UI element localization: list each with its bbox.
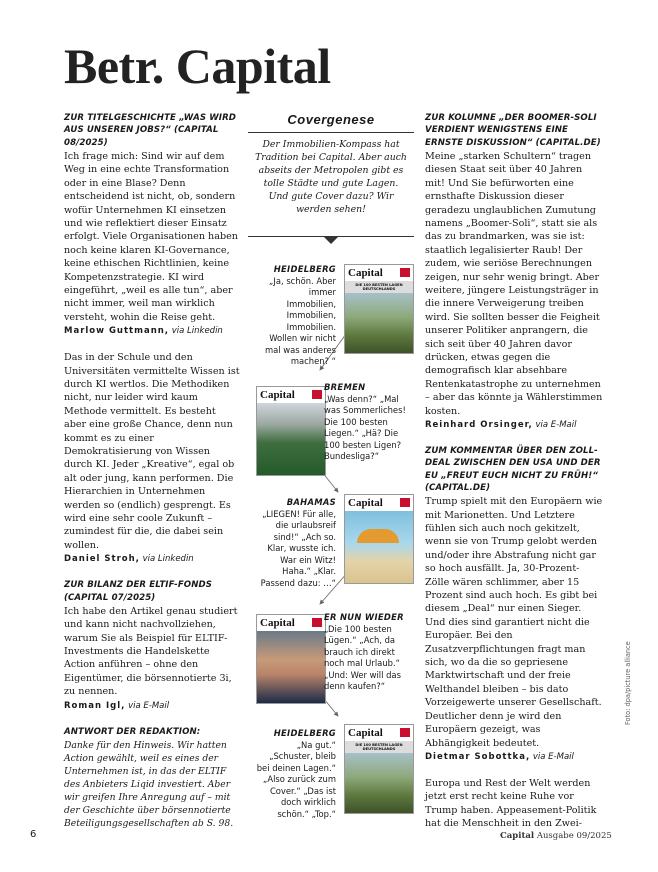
covergenese-item — [254, 728, 336, 820]
cover-logo: Capital — [348, 267, 383, 279]
signature-name: Roman Igl, — [64, 700, 126, 711]
signature-name: Daniel Stroh, — [64, 554, 140, 565]
magazine-cover — [256, 614, 326, 704]
item-text: „Ja, schön. Aber immer Immobilien, Immobilien, Immobilien. Wollen wir nicht mal was anderes machen? “ — [265, 275, 336, 366]
cover-badge — [312, 390, 322, 399]
letter-heading: ZUM KOMMENTAR ÜBER DEN ZOLL-DEAL ZWISCHEN DEN USA UND DER EU „FREUT EUCH NICHT ZU FRÜH!“ (CAPITAL.DE) — [425, 446, 601, 493]
item-text: „Na gut.“ „Schuster, bleib bei deinen Lagen.“ „Also zurück zum Cover.“ „Das ist doch wirklich schön.“ „Top.“ — [256, 739, 336, 819]
footer-publication — [500, 831, 612, 841]
letter-text: Meine „starken Schultern“ tragen diesen Staat seit über 40 Jahren mit! Und Sie befürworten eine ernsthafte Diskussion dieser geradezu unglaublichen Zumutung namens „Boomer-Soli“, statt sie als das zu brandmarken, was sie ist: staatlich legalisierter Raub! Der zudem, wie seriöse Berechnungen zeigen, nur sehr wenig bringt. Aber weitere, jüngere Leistungsträger in die innere Verweigerung treiben wird. Sie sollten besser die Feigheit unserer Politiker anprangern, die sich seit über 40 Jahren davor drücken, etwas gegen die demografisch klar absehbare Rentenkatastrophe zu unternehmen – aber das könnte ja Wählerstimmen kosten. — [425, 150, 603, 417]
covergenese-intro: Der Immobilien-Kompass hat Tradition bei Capital. Aber auch abseits der Metropolen gibt es tolle Städte und gute Lagen. Und gute Cover dazu? Wir werden sehen! — [255, 139, 407, 215]
covergenese-item — [254, 497, 336, 589]
letter-text: Ich frage mich: Sind wir auf dem Weg in eine echte Transformation oder in eine Blase? Denn entscheidend ist nicht, ob, sondern wofür Unternehmen KI einsetzen und wie reflektiert dieser Einsatz erfolgt. Viele Organisationen haben noch keine klaren KI-Governance, keine ethischen Richtlinien, keine Kompetenzstrategie. KI wird eingeführt, „weil es alle tun“, aber nicht immer, weil man wirklich versteht, wohin die Reise geht. — [64, 150, 238, 323]
reply-heading: ANTWORT DER REDAKTION: — [64, 726, 201, 737]
beach-umbrella-shape — [357, 529, 399, 543]
cover-badge — [400, 268, 410, 277]
letter-heading: ZUR BILANZ DER ELTIF-FONDS (CAPITAL 07/2025) — [64, 580, 213, 603]
cover-badge — [312, 618, 322, 627]
letter-text: Trump spielt mit den Europäern wie mit Marionetten. Und Letztere fühlen sich auch noch gekitzelt, wenn sie von Trump gelobt werden und/oder ihre Abstrafung nicht gar so hoch ausfällt. Ja, 30-Prozent-Zölle wären schlimmer, aber 15 Prozent sind auch hoch. Es gibt bei diesem „Deal“ nur einen Sieger. Und dies sind garantiert nicht die Europäer. Bei den Zusatzverpflichtungen fragt man sich, wo da die so gepriesene Marktwirtschaft und der freie Welthandel bleiben – bis dato Vorzeigewerte unserer Gesellschaft. Deutlicher denn je wird den Europäern gezeigt, was Abhängigkeit bedeutet. — [425, 496, 603, 749]
letter-heading: ZUR KOLUMNE „DER BOOMER-SOLI VERDIENT WENIGSTENS EINE ERNSTE DISKUSSION“ (CAPITAL.DE) — [425, 113, 601, 148]
letter-text: Das in der Schule und den Universitäten vermittelte Wissen ist durch KI wertlos. Die Methodiken nicht, nur leider wird kaum Methode vermittelt. Es besteht aber eine große Chance, denn nun kommt es zu einer Demokratisierung von Wissen durch KI. Jeder „Kreative“, egal ob alt oder jung, kann performen. Die Hierarchien in Unternehmen werden so (endlich) gesprengt. Es wird eine sehr coole Zukunft – zumindest für die, die dabei sein wollen. — [64, 352, 240, 551]
magazine-cover — [344, 264, 414, 354]
cover-portrait-image — [257, 631, 325, 703]
cover-headline: DIE 100 BESTEN LAGEN DEUTSCHLANDS — [355, 283, 403, 292]
letter — [425, 112, 603, 431]
signature-name: Marlow Guttmann, — [64, 326, 170, 337]
letters-column-right — [425, 112, 603, 831]
item-text: „Was denn?“ „Mal was Sommerliches! Die 100 besten Liegen.“ „Hä? Die 100 besten Ligen? Bundesliga?“ — [324, 393, 406, 461]
page-number: 6 — [30, 829, 37, 840]
editorial-reply — [64, 726, 240, 830]
item-heading: BREMEN — [324, 382, 366, 392]
magazine-cover — [256, 386, 326, 476]
item-heading: HEIDELBERG — [273, 728, 336, 738]
cover-landscape-image — [345, 753, 413, 813]
letter — [64, 351, 240, 565]
item-heading: ER NUN WIEDER — [324, 612, 404, 622]
covergenese-item — [324, 382, 412, 463]
covergenese-section — [248, 112, 414, 819]
photo-credit: Foto: dpa/picture alliance — [624, 641, 632, 725]
item-heading: BAHAMAS — [286, 497, 336, 507]
cover-football-image — [257, 403, 325, 475]
cover-badge — [400, 498, 410, 507]
item-text: „LIEGEN! Für alle, die urlaubsreif sind!“ „Ach so. Klar, wusste ich. War ein Witz! Haha.“ „Klar. Passend dazu: …“ — [260, 508, 336, 588]
cover-logo: Capital — [260, 389, 295, 401]
footer-issue: Ausgabe 09/2025 — [536, 831, 612, 841]
letter — [64, 112, 240, 337]
letter — [425, 777, 603, 831]
item-heading: HEIDELBERG — [273, 264, 336, 274]
cover-badge — [400, 728, 410, 737]
letter-signature — [425, 751, 603, 763]
magazine-cover — [344, 494, 414, 584]
signature-via: via Linkedin — [171, 326, 223, 337]
covergenese-title: Covergenese — [248, 112, 414, 133]
signature-name: Dietmar Sobottka, — [425, 751, 531, 762]
signature-name: Reinhard Orsinger, — [425, 420, 533, 431]
letter-text: Europa und Rest der Welt werden jetzt erst recht keine Ruhe vor Trump haben. Appeasement-Politik hat die Menschheit in den Zwei- — [425, 777, 597, 830]
magazine-cover — [344, 724, 414, 814]
letter — [425, 445, 603, 763]
page-title: Betr. Capital — [64, 38, 331, 94]
signature-via: via E-Mail — [532, 751, 574, 762]
signature-via: via E-Mail — [128, 700, 170, 711]
cover-logo: Capital — [348, 727, 383, 739]
reply-text: Danke für den Hinweis. Wir hatten Action gewählt, weil es eines der Unternehmen ist, in das der ELTIF des Anbieters Liqid investiert. Aber wir greifen Ihre Anregung auf – mit der Geschichte über börsennotierte Beteiligungsgesellschaften ab S. 98. — [64, 740, 234, 829]
letter-text: Ich habe den Artikel genau studiert und kann nicht nachvollziehen, warum Sie als Beispiel für ELTIF-Investments die Handelskette Action anführen – ohne den Eigentümer, die börsennotierte 3i, zu nennen. — [64, 605, 238, 698]
letter-signature — [425, 419, 603, 431]
cover-headline: DIE 100 BESTEN LAGEN DEUTSCHLANDS — [355, 743, 403, 752]
cover-beach-image — [345, 511, 413, 583]
footer-brand: Capital — [500, 831, 535, 841]
item-text: „Die 100 besten Lügen.“ „Ach, da brauch ich direkt noch mal Urlaub.“ „Und: Wer will das denn kaufen?“ — [324, 623, 401, 691]
cover-logo: Capital — [260, 617, 295, 629]
covergenese-item — [324, 612, 412, 693]
letter-heading: ZUR TITELGESCHICHTE „WAS WIRD AUS UNSEREN JOBS?“ (CAPITAL 08/2025) — [64, 113, 237, 148]
cover-logo: Capital — [348, 497, 383, 509]
cover-landscape-image — [345, 293, 413, 353]
letter-signature — [64, 700, 240, 712]
letters-column-left — [64, 112, 240, 830]
letter-signature — [64, 325, 240, 337]
covergenese-item — [258, 264, 336, 368]
signature-via: via E-Mail — [535, 420, 577, 431]
letter-signature — [64, 553, 240, 565]
signature-via: via Linkedin — [142, 554, 194, 565]
letter — [64, 579, 240, 711]
